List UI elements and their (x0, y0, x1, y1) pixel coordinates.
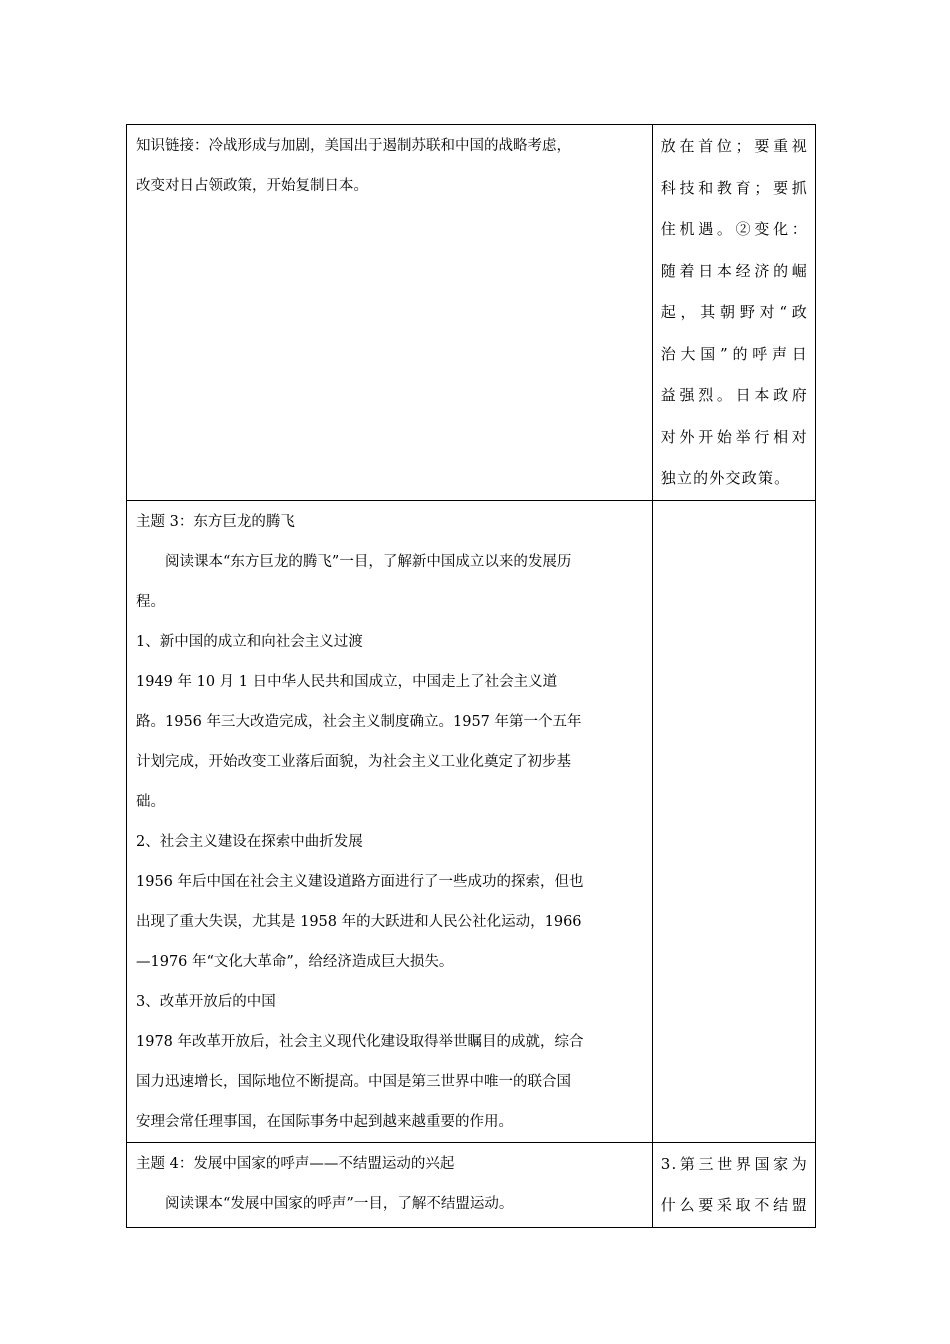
knowledge-link-text: 知识链接：冷战形成与加剧，美国出于遏制苏联和中国的战略考虑， (136, 138, 571, 154)
section-heading-3: 3、改革开放后的中国 (136, 993, 276, 1010)
table-row (127, 1142, 816, 1227)
section-2-text: —1976 年“文化大革命”，给经济造成巨大损失。 (136, 953, 454, 970)
side-note-line: 治大国”的呼声日 (660, 344, 808, 363)
side-notes-cell (652, 125, 815, 501)
side-note-line: 随着日本经济的崛 (660, 261, 808, 280)
table-row (127, 500, 816, 1142)
side-note-line: 住机遇。②变化： (660, 220, 808, 238)
theme-3-cell (127, 500, 653, 1142)
section-3-text: 1978 年改革开放后，社会主义现代化建设取得举世瞩目的成就，综合 (136, 1033, 584, 1050)
question-line: 3.第三世界国家为 (660, 1154, 808, 1173)
section-3-text: 国力迅速增长，国际地位不断提高。中国是第三世界中唯一的联合国 (136, 1073, 571, 1090)
theme-4-heading: 主题 4：发展中国家的呼声——不结盟运动的兴起 (136, 1155, 455, 1172)
theme-3-heading: 主题 3：东方巨龙的腾飞 (136, 513, 295, 530)
reading-instruction: 阅读课本“发展中国家的呼声”一目，了解不结盟运动。 (165, 1195, 514, 1212)
question-cell (652, 1142, 815, 1227)
section-1-text: 1949 年 10 月 1 日中华人民共和国成立，中国走上了社会主义道 (136, 673, 558, 690)
section-heading-1: 1、新中国的成立和向社会主义过渡 (136, 633, 363, 650)
side-note-line: 益强烈。日本政府 (660, 386, 808, 404)
side-note-line: 独立的外交政策。 (660, 469, 791, 487)
section-2-text: 出现了重大失误，尤其是 1958 年的大跃进和人民公社化运动，1966 (136, 913, 582, 930)
section-1-text: 路。1956 年三大改造完成，社会主义制度确立。1957 年第一个五年 (136, 713, 582, 730)
section-2-text: 1956 年后中国在社会主义建设道路方面进行了一些成功的探索，但也 (136, 873, 584, 890)
theme-4-cell (127, 1142, 653, 1227)
knowledge-link-text: 改变对日占领政策，开始复制日本。 (136, 178, 368, 194)
section-heading-2: 2、社会主义建设在探索中曲折发展 (136, 833, 363, 850)
lesson-table (126, 124, 816, 1228)
side-note-line: 起，其朝野对“政 (660, 303, 808, 321)
table-row (127, 125, 816, 501)
reading-instruction: 阅读课本“东方巨龙的腾飞”一目，了解新中国成立以来的发展历 (165, 553, 572, 570)
question-line: 什么要采取不结盟 (660, 1196, 808, 1214)
side-note-line: 放在首位；要重视 (660, 137, 808, 155)
side-note-line: 科技和教育；要抓 (660, 178, 808, 197)
section-3-text: 安理会常任理事国，在国际事务中起到越来越重要的作用。 (136, 1113, 513, 1130)
knowledge-link-cell (127, 125, 653, 501)
side-note-line: 对外开始举行相对 (660, 427, 808, 446)
side-notes-cell-empty (652, 500, 815, 1142)
section-1-text: 计划完成，开始改变工业落后面貌，为社会主义工业化奠定了初步基 (136, 753, 571, 770)
section-1-text: 础。 (136, 793, 165, 810)
reading-instruction: 程。 (136, 593, 165, 610)
